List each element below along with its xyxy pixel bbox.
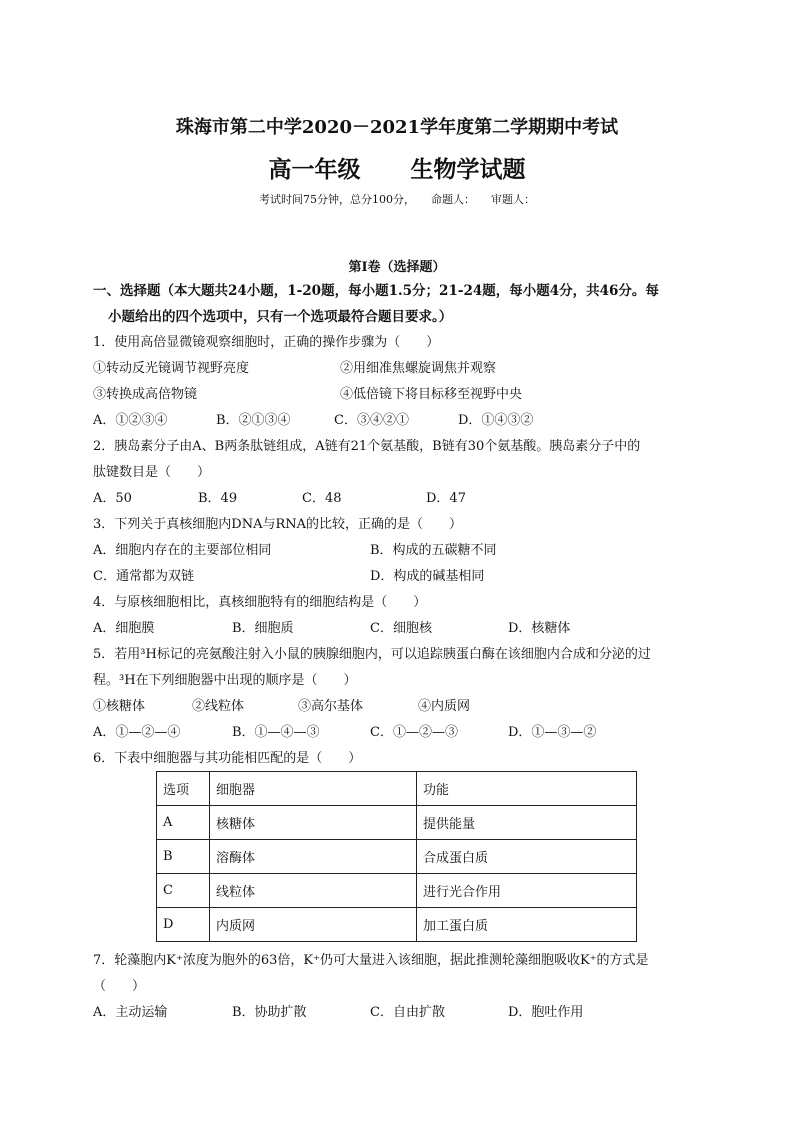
- q5-item-1: ①核糖体: [93, 699, 146, 714]
- q2-option-b: B．49: [198, 491, 238, 506]
- q2-stem-line2: 肽键数目是（ ）: [93, 465, 211, 480]
- subject-label: 生物学试题: [410, 156, 526, 183]
- q1-item-1: ①转动反光镜调节视野亮度: [93, 361, 250, 376]
- q5-option-d: D．①—③—②: [508, 725, 597, 740]
- table-cell: 溶酶体: [210, 840, 417, 874]
- table-header-row: [157, 772, 637, 806]
- q1-option-d: D．①④③②: [458, 413, 534, 428]
- q2-option-a: A．50: [93, 491, 132, 506]
- table-header-cell: 细胞器: [210, 772, 417, 806]
- q3-option-b: B．构成的五碳糖不同: [370, 543, 497, 558]
- reviewer-label: 审题人：: [491, 193, 535, 206]
- q4-option-b: B．细胞质: [232, 621, 294, 636]
- table-header-cell: 功能: [417, 772, 637, 806]
- table-row: [157, 806, 637, 840]
- q1-item-4: ④低倍镜下将目标移至视野中央: [340, 387, 523, 402]
- q5-option-b: B．①—④—③: [232, 725, 320, 740]
- q5-item-2: ②线粒体: [192, 699, 245, 714]
- table-cell: 提供能量: [417, 806, 637, 840]
- q3-option-c: C．通常都为双链: [93, 569, 194, 584]
- q4-option-d: D．核糖体: [508, 621, 571, 636]
- q3-option-d: D．构成的碱基相同: [370, 569, 485, 584]
- table-cell: C: [157, 874, 210, 908]
- q7-option-d: D．胞吐作用: [508, 1005, 584, 1020]
- q7-stem-line2: （ ）: [93, 979, 146, 994]
- q1-option-a: A．①②③④: [93, 413, 168, 428]
- exam-title: [0, 156, 794, 184]
- q5-option-c: C．①—②—③: [370, 725, 458, 740]
- setter-label: 命题人：: [431, 193, 475, 206]
- table-cell: 合成蛋白质: [417, 840, 637, 874]
- q6-table: [156, 771, 637, 942]
- q5-option-a: A．①—②—④: [93, 725, 181, 740]
- school-title: 珠海市第二中学2020－2021学年度第二学期期中考试: [175, 117, 619, 138]
- q4-option-c: C．细胞核: [370, 621, 432, 636]
- section-instructions-line1: 一、选择题（本大题共24小题，1-20题，每小题1.5分；21-24题，每小题4分，共46分。每: [93, 283, 659, 299]
- q1-stem: 1．使用高倍显微镜观察细胞时，正确的操作步骤为（ ）: [93, 335, 440, 350]
- table-row: [157, 874, 637, 908]
- table-cell: A: [157, 806, 210, 840]
- q5-stem-line2: 程。³H在下列细胞器中出现的顺序是（ ）: [93, 673, 357, 688]
- q7-option-b: B．协助扩散: [232, 1005, 307, 1020]
- q1-option-c: C．③④②①: [334, 413, 409, 428]
- q5-item-4: ④内质网: [418, 699, 471, 714]
- q1-item-3: ③转换成高倍物镜: [93, 387, 198, 402]
- section-title: 第Ⅰ卷（选择题）: [348, 260, 446, 275]
- q7-option-c: C．自由扩散: [370, 1005, 445, 1020]
- q7-stem-line1: 7．轮藻胞内K⁺浓度为胞外的63倍，K⁺仍可大量进入该细胞，据此推测轮藻细胞吸收K⁺的方式是: [93, 953, 649, 968]
- q7-option-a: A．主动运输: [93, 1005, 168, 1020]
- table-cell: 线粒体: [210, 874, 417, 908]
- q3-option-a: A．细胞内存在的主要部位相同: [93, 543, 272, 558]
- q6-stem: 6．下表中细胞器与其功能相匹配的是（ ）: [93, 751, 362, 766]
- q4-option-a: A．细胞膜: [93, 621, 155, 636]
- time-info: 考试时间75分钟，总分100分，: [259, 193, 415, 206]
- exam-info: [0, 192, 794, 208]
- q1-item-2: ②用细准焦螺旋调焦并观察: [340, 361, 497, 376]
- table-cell: B: [157, 840, 210, 874]
- q4-stem: 4．与原核细胞相比，真核细胞特有的细胞结构是（ ）: [93, 595, 427, 610]
- q2-stem-line1: 2．胰岛素分子由A、B两条肽链组成，A链有21个氨基酸，B链有30个氨基酸。胰岛素分子中的: [93, 439, 641, 454]
- table-cell: 核糖体: [210, 806, 417, 840]
- table-header-cell: 选项: [157, 772, 210, 806]
- q5-item-3: ③高尔基体: [298, 699, 364, 714]
- q5-stem-line1: 5．若用³H标记的亮氨酸注射入小鼠的胰腺细胞内，可以追踪胰蛋白酶在该细胞内合成和分泌的过: [93, 647, 651, 662]
- table-row: [157, 908, 637, 942]
- table-cell: 内质网: [210, 908, 417, 942]
- table-cell: 加工蛋白质: [417, 908, 637, 942]
- grade-label: 高一年级: [268, 156, 361, 183]
- q2-option-d: D．47: [426, 491, 466, 506]
- q2-option-c: C．48: [302, 491, 342, 506]
- table-row: [157, 840, 637, 874]
- table-cell: 进行光合作用: [417, 874, 637, 908]
- table-cell: D: [157, 908, 210, 942]
- section-instructions-line2: 小题给出的四个选项中，只有一个选项最符合题目要求。）: [108, 309, 453, 325]
- q1-option-b: B．②①③④: [216, 413, 291, 428]
- q3-stem: 3．下列关于真核细胞内DNA与RNA的比较，正确的是（ ）: [93, 517, 463, 532]
